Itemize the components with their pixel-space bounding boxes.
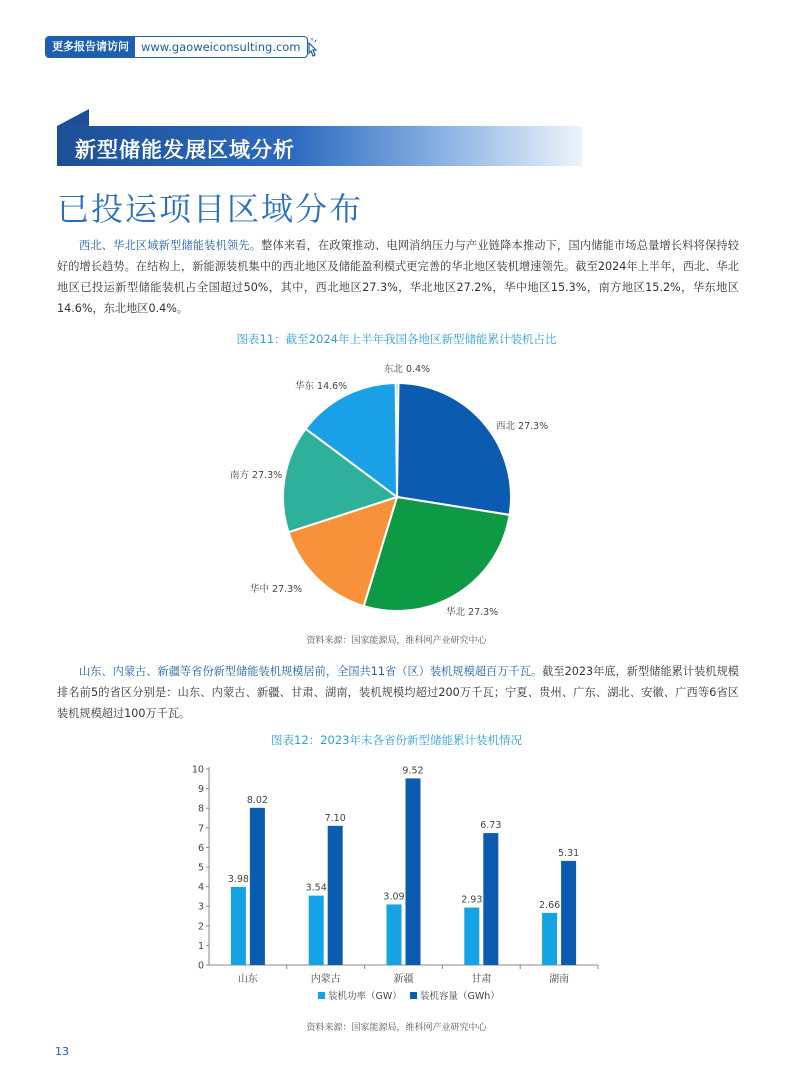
pointer-hand-icon [303,37,321,63]
legend-label: 装机容量（GWh） [420,991,500,1002]
pie-slice-label: 华北 27.3% [446,607,499,618]
y-tick-label: 10 [191,764,204,776]
bar [387,904,402,965]
section-title: 新型储能发展区域分析 [75,138,295,162]
bar [250,808,265,965]
paragraph-provinces [57,661,739,724]
page-subtitle: 已投运项目区域分布 [57,190,364,228]
bar [406,778,421,965]
paragraph-regional-overview [57,235,739,319]
y-tick-label: 6 [197,842,204,854]
y-tick-label: 8 [197,803,204,815]
pie-slice-label: 南方 27.3% [230,470,283,481]
bar-value-label: 3.09 [383,891,405,903]
figure-12-source: 资料来源：国家能源局，维科网产业研究中心 [306,1023,487,1033]
bar-value-label: 2.93 [461,894,483,906]
pie-slice-label: 华中 27.3% [250,584,303,595]
legend-label: 装机功率（GW） [328,991,402,1002]
bar-value-label: 3.98 [227,873,249,885]
bar-value-label: 2.66 [539,899,561,911]
pie-slice-label: 东北 0.4% [383,364,431,375]
bar [309,896,324,965]
bar [231,887,246,965]
paragraph-lead: 西北、华北区域新型储能装机领先。 [79,239,262,252]
bar [542,913,557,965]
figure-12-title: 图表12：2023年末各省份新型储能累计装机情况 [271,733,522,747]
bar [328,826,343,965]
bar-value-label: 9.52 [402,765,424,777]
bar [561,861,576,965]
province-capacity-bar-chart [0,755,793,1015]
y-tick-label: 3 [197,901,204,913]
x-tick-label: 新疆 [393,974,414,985]
pie-slice [397,383,511,515]
bar [483,833,498,965]
paragraph-lead: 山东、内蒙古、新疆等省份新型储能装机规模居前，全国共11省（区）装机规模超百万千瓦。 [79,665,543,678]
y-tick-label: 4 [197,882,204,894]
y-tick-label: 7 [197,823,204,835]
figure-11-title: 图表11：截至2024年上半年我国各地区新型储能累计装机占比 [236,332,557,346]
bar-value-label: 3.54 [305,882,327,894]
pie-slice-label: 西北 27.3% [496,421,549,432]
paragraph-body: 整体来看，在政策推动、电网消纳压力与产业链降本推动下，国内储能市场总量增长料将保持较好的增长趋势。在结构上，新能源装机集中的西北地区及储能盈利模式更完善的华北地区装机增速领先。截至2024年上半年，西北、华北地区已投运新型储能装机占全国超过50%，其中，西北地区27.3%，华北地区27.2%，华中地区15.3%，南方地区15.2%，华东地区14.6%，东北地区0.4%。 [57,239,739,315]
x-tick-label: 内蒙古 [310,974,341,985]
legend-swatch [318,992,325,999]
y-tick-label: 1 [197,940,204,952]
bar-value-label: 6.73 [480,820,502,832]
bar-value-label: 7.10 [324,812,346,824]
x-tick-label: 湖南 [549,974,570,985]
pie-slice-label: 华东 14.6% [295,381,348,392]
y-tick-label: 0 [197,960,204,972]
banner-flag-decoration [57,109,89,126]
paragraph-body: 截至2023年底，新型储能累计装机规模排名前5的省区分别是：山东、内蒙古、新疆、甘肃、湖南，装机规模均超过200万千瓦；宁夏、贵州、广东、湖北、安徽、广西等6省区装机规模超过100万千瓦。 [57,665,739,720]
more-reports-label: 更多报告请访问 [46,37,135,57]
page-number: 13 [55,1045,69,1058]
website-banner[interactable] [45,36,308,58]
bar [464,908,479,965]
regional-share-pie-chart [0,355,793,625]
y-tick-label: 5 [197,862,204,874]
bar-value-label: 5.31 [558,847,580,859]
y-tick-label: 2 [197,921,204,933]
x-tick-label: 山东 [237,974,258,985]
x-tick-label: 甘肃 [471,974,492,985]
figure-11-source: 资料来源：国家能源局，维科网产业研究中心 [306,636,487,646]
website-link[interactable]: www.gaoweiconsulting.com [141,40,301,54]
y-tick-label: 9 [197,784,204,796]
legend-swatch [410,992,417,999]
bar-value-label: 8.02 [246,794,268,806]
